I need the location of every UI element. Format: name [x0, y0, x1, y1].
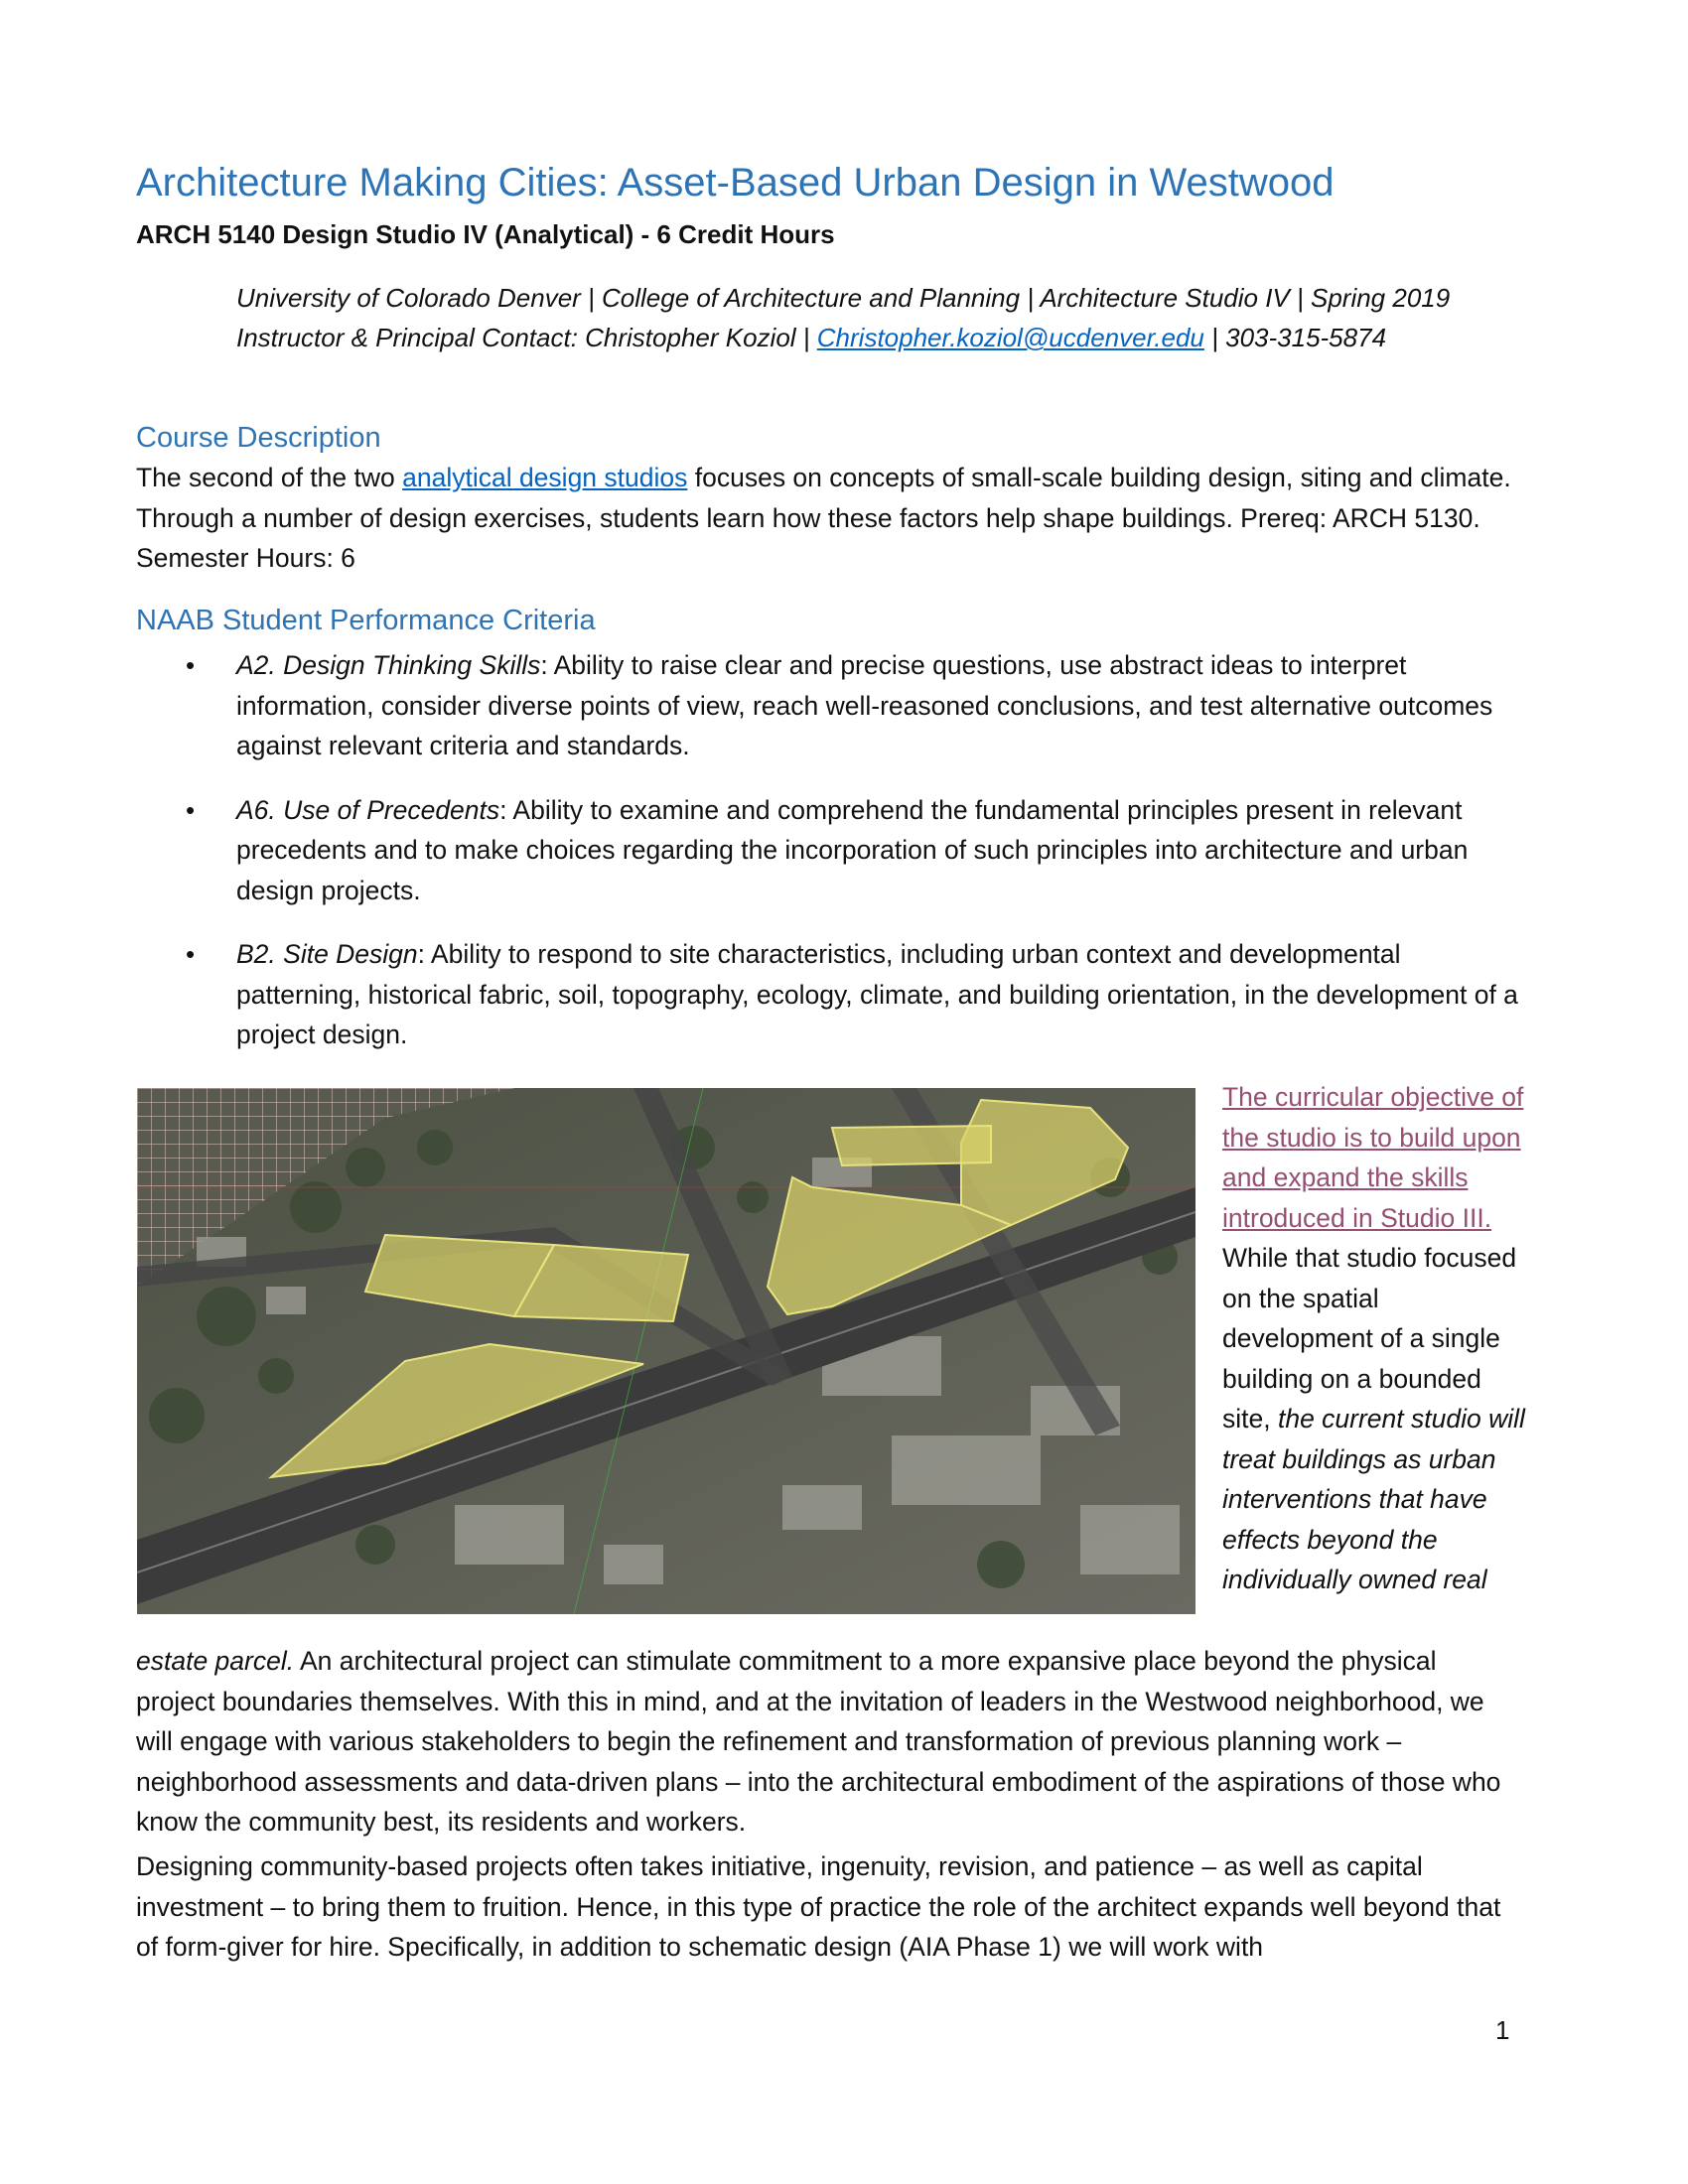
page-number: 1 [1495, 2015, 1510, 2045]
studio-objective-body: While that studio focused on the spatial development of a single building on a bounded site, [1222, 1243, 1517, 1433]
criterion-text: : Ability to raise clear and precise questions, use abstract ideas to interpret information, consider diverse points of view, reach well-reasoned conclusions, and test alternative outcomes against relevant criteria and standards. [236, 650, 1493, 760]
course-meta [236, 278, 1507, 357]
studio-objective-emphasis: the current studio will treat buildings as urban interventions that have effects beyond the individually owned real [1222, 1404, 1525, 1594]
criterion-label: B2. Site Design [236, 939, 418, 969]
studio-objective-text [1222, 1077, 1530, 1600]
criterion-label: A6. Use of Precedents [236, 794, 500, 825]
naab-criteria-list [136, 645, 1526, 1079]
course-code-line: ARCH 5140 Design Studio IV (Analytical) - 6 Credit Hours [136, 219, 835, 249]
course-description-heading: Course Description [136, 422, 381, 454]
description-body: focuses on concepts of small-scale building design, siting and climate. Through a number of design exercises, students learn how these factors help shape buildings. Prereq: ARCH 5130. Semester Hours: 6 [136, 463, 1511, 573]
studio-objective-link[interactable]: The curricular objective of the studio is to build upon and expand the skills introduced in Studio III. [1222, 1082, 1524, 1233]
criterion-text: : Ability to examine and comprehend the fundamental principles present in relevant precedents and to make choices regarding the incorporation of such principles into architecture and urban design projects. [236, 794, 1469, 905]
community-practice-paragraph: Designing community-based projects often takes initiative, ingenuity, revision, and patience – as well as capital investment – to bring them to fruition. Hence, in this type of practice the role of the architect expands well beyond that of form-giver for hire. Specifically, in addition to schematic design (AIA Phase 1) we will work with [136, 1851, 1501, 1962]
bullet-icon: • [186, 794, 196, 825]
bullet-icon: • [186, 650, 196, 680]
studio-continuation-text [136, 1641, 1516, 1843]
studio-continuation-lead: estate parcel. [136, 1646, 295, 1676]
analytical-design-studios-link[interactable]: analytical design studios [402, 463, 688, 492]
criterion-item [136, 645, 1526, 766]
criterion-item [136, 790, 1526, 911]
criterion-label: A2. Design Thinking Skills [236, 650, 541, 680]
instructor-label: Instructor & Principal Contact: Christopher Koziol | [236, 323, 817, 352]
description-intro: The second of the two [136, 463, 403, 492]
bullet-icon: • [186, 939, 196, 969]
aerial-site-image [137, 1088, 1196, 1614]
naab-heading: NAAB Student Performance Criteria [136, 605, 596, 636]
university-line: University of Colorado Denver | College of Architecture and Planning | Architecture Studio IV | Spring 2019 [236, 283, 1451, 313]
document-title: Architecture Making Cities: Asset-Based Urban Design in Westwood [136, 161, 1335, 205]
instructor-email-link[interactable]: Christopher.koziol@ucdenver.edu [816, 323, 1204, 352]
course-description-text [136, 458, 1516, 579]
instructor-phone: | 303-315-5874 [1203, 323, 1387, 352]
instructor-line [236, 318, 1507, 357]
aerial-site-illustration [137, 1088, 1196, 1614]
criterion-text: : Ability to respond to site characteristics, including urban context and developmental patterning, historical fabric, soil, topography, ecology, climate, and building orientation, in the development of a project design. [236, 939, 1518, 1049]
criterion-item [136, 934, 1526, 1055]
studio-continuation-body: An architectural project can stimulate commitment to a more expansive place beyond the physical project boundaries themselves. With this in mind, and at the invitation of leaders in the Westwood neighborhood, we will engage with various stakeholders to begin the refinement and transformation of previous planning work – neighborhood assessments and data-driven plans – into the architectural embodiment of the aspirations of those who know the community best, its residents and workers. [136, 1646, 1501, 1837]
site-parcel [832, 1126, 991, 1165]
